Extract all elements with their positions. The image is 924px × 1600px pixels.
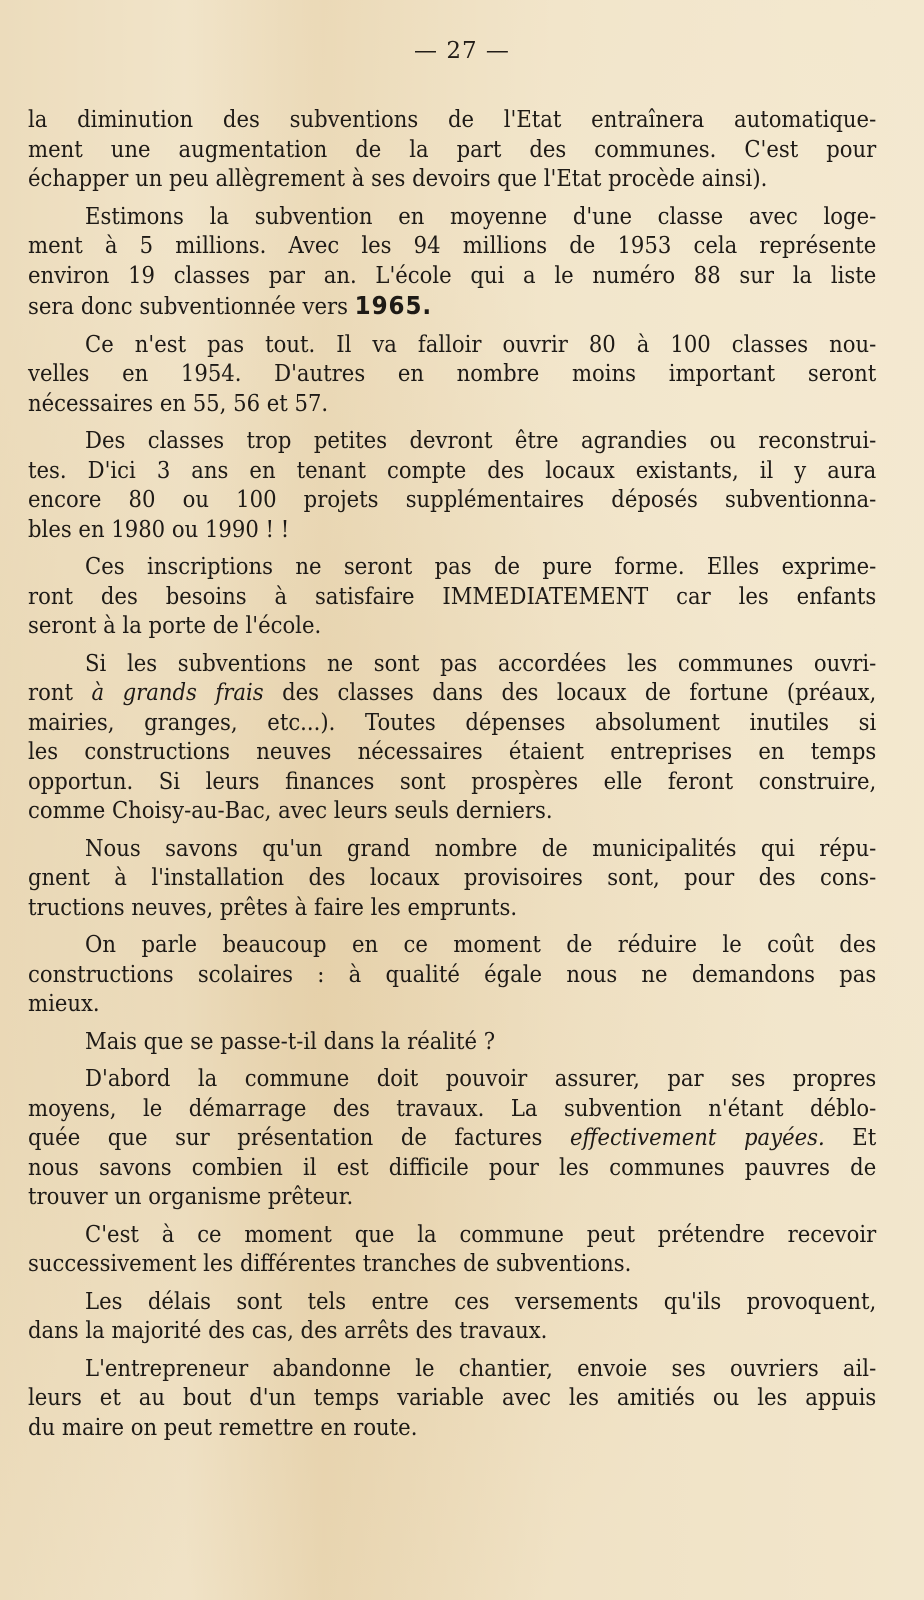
text-line: mairies, granges, etc...). Toutes dépenses absolument inutiles si xyxy=(28,709,877,736)
text-line: Les délais sont tels entre ces versements qu'ils provoquent, xyxy=(85,1288,877,1315)
text-line: encore 80 ou 100 projets supplémentaires déposés subventionna- xyxy=(28,487,877,513)
text-fragment: Et xyxy=(824,1125,877,1151)
text-line xyxy=(28,291,876,323)
text-line: du maire on peut remettre en route. xyxy=(28,1414,418,1441)
text-line: échapper un peu allègrement à ses devoirs que l'Etat procède ainsi). xyxy=(28,166,768,192)
text-line: leurs et au bout d'un temps variable avec les amitiés ou les appuis xyxy=(28,1385,877,1411)
text-line: D'abord la commune doit pouvoir assurer, par ses propres xyxy=(85,1066,877,1092)
text-line: seront à la porte de l'école. xyxy=(28,613,322,639)
text-line: la diminution des subventions de l'Etat entraînera automatique- xyxy=(28,107,877,133)
text-line: Ces inscriptions ne seront pas de pure forme. Elles exprime- xyxy=(85,554,877,580)
paragraph-2 xyxy=(28,203,876,323)
text-line: trouver un organisme prêteur. xyxy=(28,1184,354,1210)
text-line: C'est à ce moment que la commune peut prétendre recevoir xyxy=(85,1221,877,1248)
text-line: L'entrepreneur abandonne le chantier, envoie ses ouvriers ail- xyxy=(85,1355,877,1382)
text-line: velles en 1954. D'autres en nombre moins important seront xyxy=(28,361,877,387)
text-line: ront des besoins à satisfaire IMMEDIATEMENT car les enfants xyxy=(28,583,877,610)
paragraph-3 xyxy=(28,331,876,420)
paragraph-13 xyxy=(28,1355,876,1444)
paragraph-10 xyxy=(28,1065,876,1213)
text-line xyxy=(28,1124,876,1154)
text-fragment: des classes dans des locaux de fortune (préaux, xyxy=(263,680,877,706)
text-line: tructions neuves, prêtes à faire les emprunts. xyxy=(28,894,518,921)
paragraph-4 xyxy=(28,427,876,545)
text-line: Ce n'est pas tout. Il va falloir ouvrir 80 à 100 classes nou- xyxy=(85,331,877,358)
text-line: Nous savons qu'un grand nombre de municipalités qui répu- xyxy=(85,835,877,862)
text-line: ment à 5 millions. Avec les 94 millions de 1953 cela représente xyxy=(28,233,877,259)
text-line: On parle beaucoup en ce moment de réduire le coût des xyxy=(85,932,877,958)
paragraph-11 xyxy=(28,1221,876,1280)
text-line: opportun. Si leurs finances sont prospères elle feront construire, xyxy=(28,768,877,795)
text-line: Si les subventions ne sont pas accordées les communes ouvri- xyxy=(85,650,877,677)
text-line: dans la majorité des cas, des arrêts des travaux. xyxy=(28,1318,548,1344)
text-line xyxy=(28,679,876,709)
text-line: ment une augmentation de la part des communes. C'est pour xyxy=(28,136,877,163)
italic-phrase: à grands frais xyxy=(91,680,264,706)
text-line: Mais que se passe-t-il dans la réalité ? xyxy=(85,1028,496,1055)
page-number: — 27 — xyxy=(414,38,510,64)
paragraph-8 xyxy=(28,931,876,1020)
text-line: moyens, le démarrage des travaux. La subvention n'étant déblo- xyxy=(28,1095,877,1122)
paragraph-1 xyxy=(28,106,876,195)
text-line: mieux. xyxy=(28,991,100,1017)
body-text xyxy=(28,106,876,1451)
text-line: comme Choisy-au-Bac, avec leurs seuls derniers. xyxy=(28,798,553,824)
text-line: Estimons la subvention en moyenne d'une classe avec loge- xyxy=(85,203,877,230)
text-line: constructions scolaires : à qualité égale nous ne demandons pas xyxy=(28,961,877,988)
text-line: gnent à l'installation des locaux provisoires sont, pour des cons- xyxy=(28,865,877,891)
text-line: les constructions neuves nécessaires étaient entreprises en temps xyxy=(28,739,877,765)
paragraph-12 xyxy=(28,1288,876,1347)
text-line: tes. D'ici 3 ans en tenant compte des locaux existants, il y aura xyxy=(28,457,877,484)
emphasized-year: 1965. xyxy=(354,291,433,320)
text-fragment: quée que sur présentation de factures xyxy=(28,1125,571,1151)
paragraph-5 xyxy=(28,553,876,642)
text-line: bles en 1980 ou 1990 ! ! xyxy=(28,516,290,543)
text-line: nécessaires en 55, 56 et 57. xyxy=(28,390,329,417)
paragraph-6 xyxy=(28,650,876,827)
text-fragment: sera donc subventionnée vers xyxy=(28,294,355,320)
italic-phrase: effectivement payées. xyxy=(570,1125,825,1151)
text-line: environ 19 classes par an. L'école qui a le numéro 88 sur la liste xyxy=(28,262,877,289)
paragraph-7 xyxy=(28,835,876,924)
text-line: Des classes trop petites devront être agrandies ou reconstrui- xyxy=(85,428,877,454)
text-line: successivement les différentes tranches de subventions. xyxy=(28,1251,632,1277)
paragraph-9 xyxy=(28,1028,876,1058)
text-fragment: ront xyxy=(28,680,92,706)
text-line: nous savons combien il est difficile pour les communes pauvres de xyxy=(28,1154,877,1181)
